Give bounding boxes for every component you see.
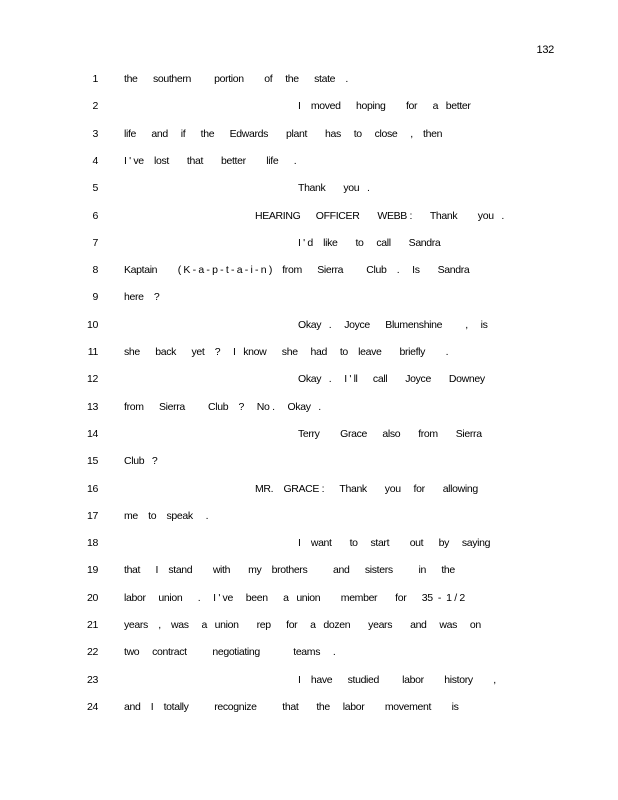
transcript-line bbox=[0, 699, 618, 715]
line-number: 10 bbox=[87, 318, 98, 331]
transcript-line bbox=[0, 71, 618, 87]
transcript-line bbox=[0, 126, 618, 142]
line-text: two contract negotiating teams . bbox=[124, 646, 336, 659]
transcript-line bbox=[0, 590, 618, 606]
line-text: HEARING OFFICER WEBB : Thank you . bbox=[255, 209, 504, 222]
line-number: 13 bbox=[87, 400, 98, 413]
transcript-line bbox=[0, 235, 618, 251]
line-text: Thank you . bbox=[298, 182, 370, 195]
transcript-line bbox=[0, 617, 618, 633]
transcript-line bbox=[0, 426, 618, 442]
transcript-line bbox=[0, 481, 618, 497]
transcript-line bbox=[0, 262, 618, 278]
line-text: I ' d like to call Sandra bbox=[298, 236, 441, 249]
transcript-line bbox=[0, 644, 618, 660]
line-number: 16 bbox=[87, 482, 98, 495]
transcript-line bbox=[0, 453, 618, 469]
line-text: here ? bbox=[124, 291, 160, 304]
transcript-line bbox=[0, 317, 618, 333]
line-number: 9 bbox=[92, 291, 98, 304]
line-text: me to speak . bbox=[124, 509, 209, 522]
transcript-line bbox=[0, 289, 618, 305]
transcript-line bbox=[0, 672, 618, 688]
line-text: I want to start out by saying bbox=[298, 537, 491, 550]
line-number: 4 bbox=[92, 154, 98, 167]
line-text: Okay . Joyce Blumenshine , is bbox=[298, 318, 488, 331]
line-number: 3 bbox=[92, 127, 98, 140]
transcript-line bbox=[0, 344, 618, 360]
transcript-line bbox=[0, 562, 618, 578]
line-number: 19 bbox=[87, 564, 98, 577]
line-text: Okay . I ' ll call Joyce Downey bbox=[298, 373, 485, 386]
transcript-line bbox=[0, 208, 618, 224]
line-text: labor union . I ' ve been a union member for 35 - 1 / 2 bbox=[124, 591, 465, 604]
line-text: Club ? bbox=[124, 455, 158, 468]
line-number: 18 bbox=[87, 537, 98, 550]
line-text: she back yet ? I know she had to leave briefly . bbox=[124, 346, 449, 358]
transcript-line bbox=[0, 180, 618, 196]
line-text: and I totally recognize that the labor movement is bbox=[124, 700, 459, 713]
line-number: 8 bbox=[92, 264, 98, 277]
line-number: 7 bbox=[92, 236, 98, 249]
transcript-line bbox=[0, 399, 618, 415]
line-number: 2 bbox=[92, 100, 98, 113]
line-number: 20 bbox=[87, 591, 98, 604]
line-text: Kaptain ( K - a - p - t - a - i - n ) from Sierra Club . Is Sandra bbox=[124, 264, 470, 277]
line-number: 5 bbox=[92, 182, 98, 195]
line-text: the southern portion of the state . bbox=[124, 73, 349, 85]
line-number: 12 bbox=[87, 373, 98, 386]
transcript-line bbox=[0, 535, 618, 551]
line-number: 6 bbox=[92, 209, 98, 222]
line-number: 11 bbox=[87, 346, 98, 358]
line-number: 21 bbox=[87, 619, 98, 631]
line-text: from Sierra Club ? No . Okay . bbox=[124, 400, 321, 413]
line-number: 17 bbox=[87, 509, 98, 522]
transcript-line bbox=[0, 153, 618, 169]
line-text: years , was a union rep for a dozen years and was on bbox=[124, 619, 481, 631]
line-text: MR. GRACE : Thank you for allowing bbox=[255, 482, 478, 495]
line-number: 14 bbox=[87, 427, 98, 440]
line-number: 22 bbox=[87, 646, 98, 659]
line-number: 24 bbox=[87, 700, 98, 713]
line-text: I have studied labor history , bbox=[298, 673, 496, 686]
line-text: life and if the Edwards plant has to close , then bbox=[124, 127, 443, 140]
transcript-line bbox=[0, 508, 618, 524]
line-number: 1 bbox=[92, 73, 98, 85]
line-text: I ' ve lost that better life . bbox=[124, 154, 297, 167]
page-number: 132 bbox=[536, 44, 554, 56]
transcript-line bbox=[0, 98, 618, 114]
line-text: I moved hoping for a better bbox=[298, 100, 471, 113]
transcript-line bbox=[0, 371, 618, 387]
line-text: Terry Grace also from Sierra bbox=[298, 427, 482, 440]
line-text: that I stand with my brothers and sisters in the bbox=[124, 564, 455, 577]
line-number: 15 bbox=[87, 455, 98, 468]
line-number: 23 bbox=[87, 673, 98, 686]
